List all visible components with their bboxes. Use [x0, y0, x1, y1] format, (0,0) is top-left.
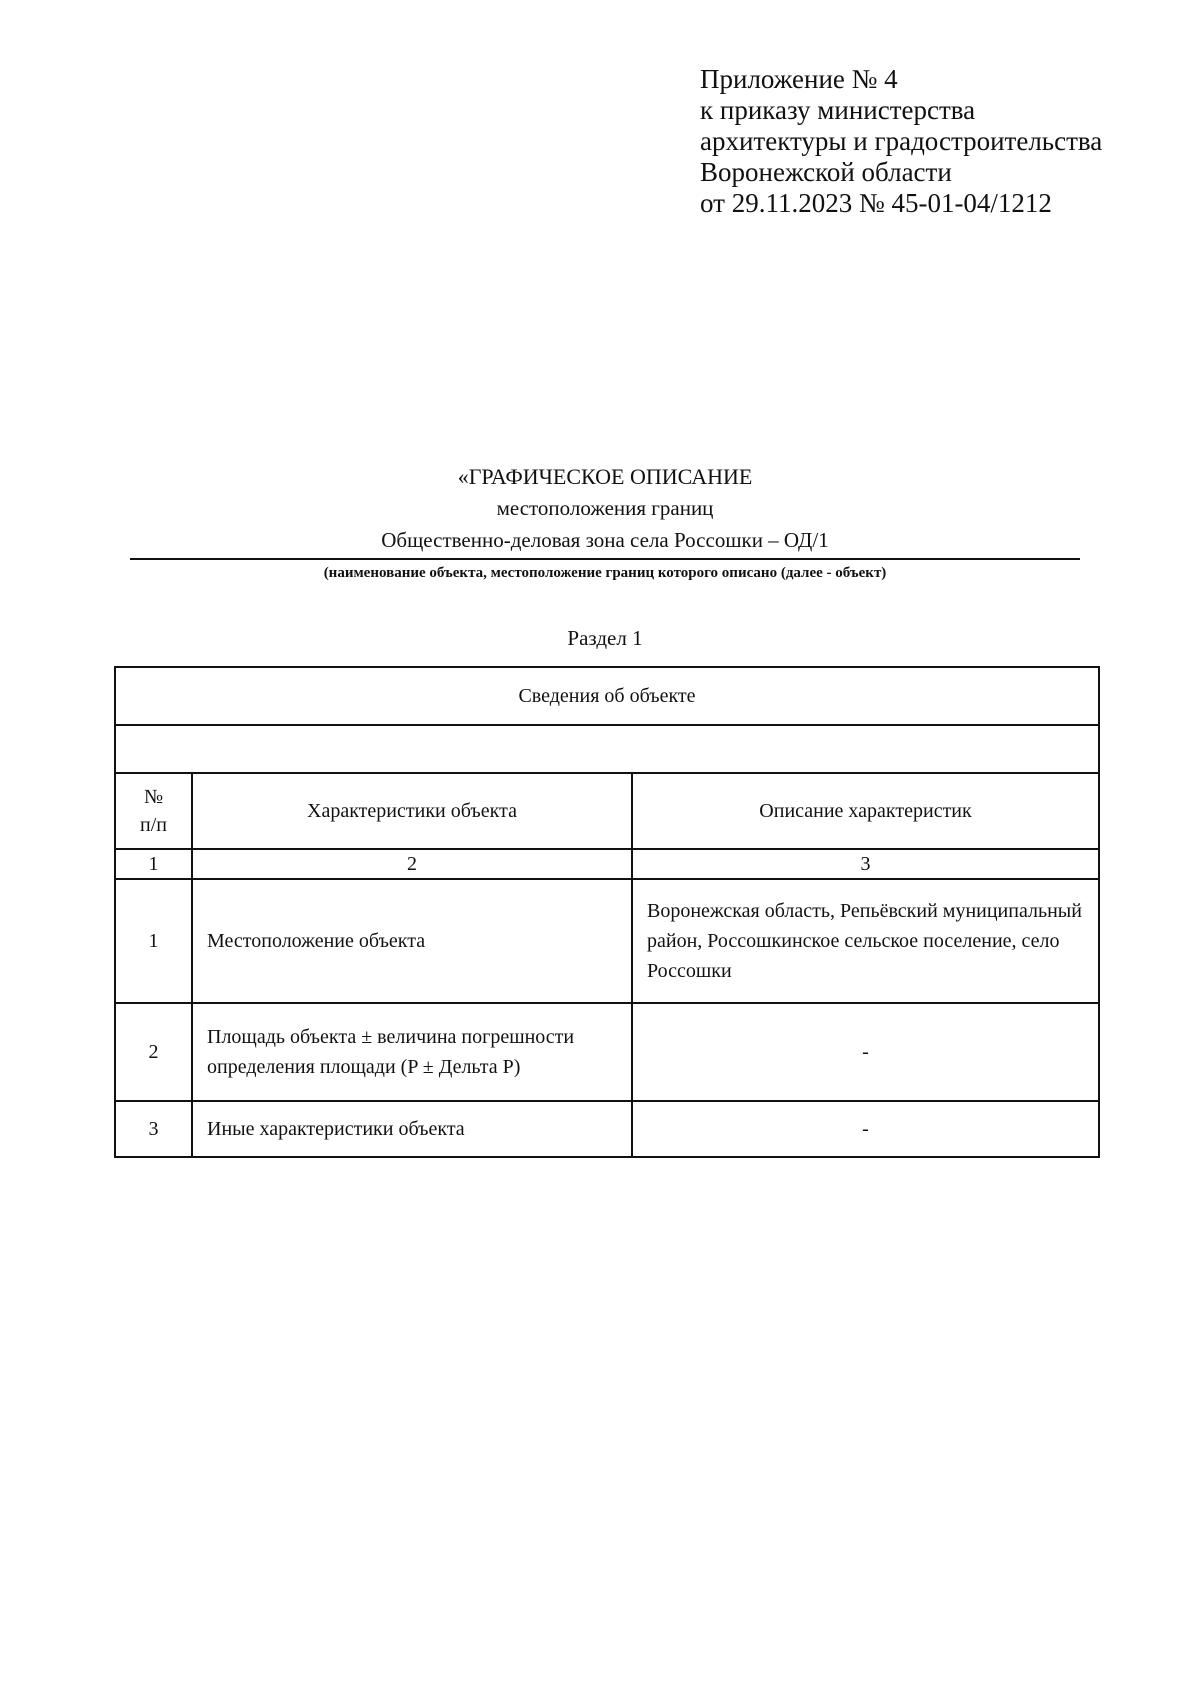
column-number-row [115, 849, 1099, 879]
table-heading-row [115, 667, 1099, 725]
column-number: 1 [115, 849, 192, 879]
table-row [115, 879, 1099, 1003]
column-header-row [115, 773, 1099, 849]
appendix-line: от 29.11.2023 № 45-01-04/1212 [700, 188, 1052, 218]
object-name: Общественно-деловая зона села Россошки – ОД/1 [381, 528, 829, 552]
table-row [115, 1101, 1099, 1157]
title-underline [130, 558, 1080, 560]
column-number: 2 [192, 849, 632, 879]
table-empty-row [115, 725, 1099, 773]
object-info-table [114, 666, 1100, 1158]
row-number: 1 [115, 879, 192, 1003]
row-description: Воронежская область, Репьёвский муниципальный район, Россошкинское сельское поселение, село Россошки [632, 879, 1099, 1003]
document-title-block [130, 462, 1080, 584]
object-name-caption: (наименование объекта, местоположение границ которого описано (далее - объект) [323, 565, 887, 581]
row-number: 3 [115, 1101, 192, 1157]
column-header-description: Описание характеристик [632, 773, 1099, 849]
row-description: - [632, 1003, 1099, 1101]
row-characteristic: Иные характеристики объекта [192, 1101, 632, 1157]
appendix-line: к приказу министерства [700, 95, 976, 125]
section-label: Раздел 1 [567, 626, 643, 650]
appendix-line: Приложение № 4 [700, 64, 898, 94]
row-number: 2 [115, 1003, 192, 1101]
row-description: - [632, 1101, 1099, 1157]
table-row [115, 1003, 1099, 1101]
table-heading: Сведения об объекте [115, 667, 1099, 725]
column-number: 3 [632, 849, 1099, 879]
row-characteristic: Местоположение объекта [192, 879, 632, 1003]
empty-cell [115, 725, 1099, 773]
appendix-line: Воронежской области [700, 157, 952, 187]
appendix-header [700, 64, 1102, 219]
column-header-num-line2: п/п [140, 814, 167, 836]
column-header-num-line1: № [143, 786, 164, 808]
column-header-num [115, 773, 192, 849]
appendix-line: архитектуры и градостроительства [700, 126, 1103, 156]
column-header-characteristics: Характеристики объекта [192, 773, 632, 849]
row-characteristic: Площадь объекта ± величина погрешности определения площади (P ± Дельта P) [192, 1003, 632, 1101]
document-title: «ГРАФИЧЕСКОЕ ОПИСАНИЕ [457, 464, 753, 489]
document-subtitle: местоположения границ [496, 496, 714, 520]
